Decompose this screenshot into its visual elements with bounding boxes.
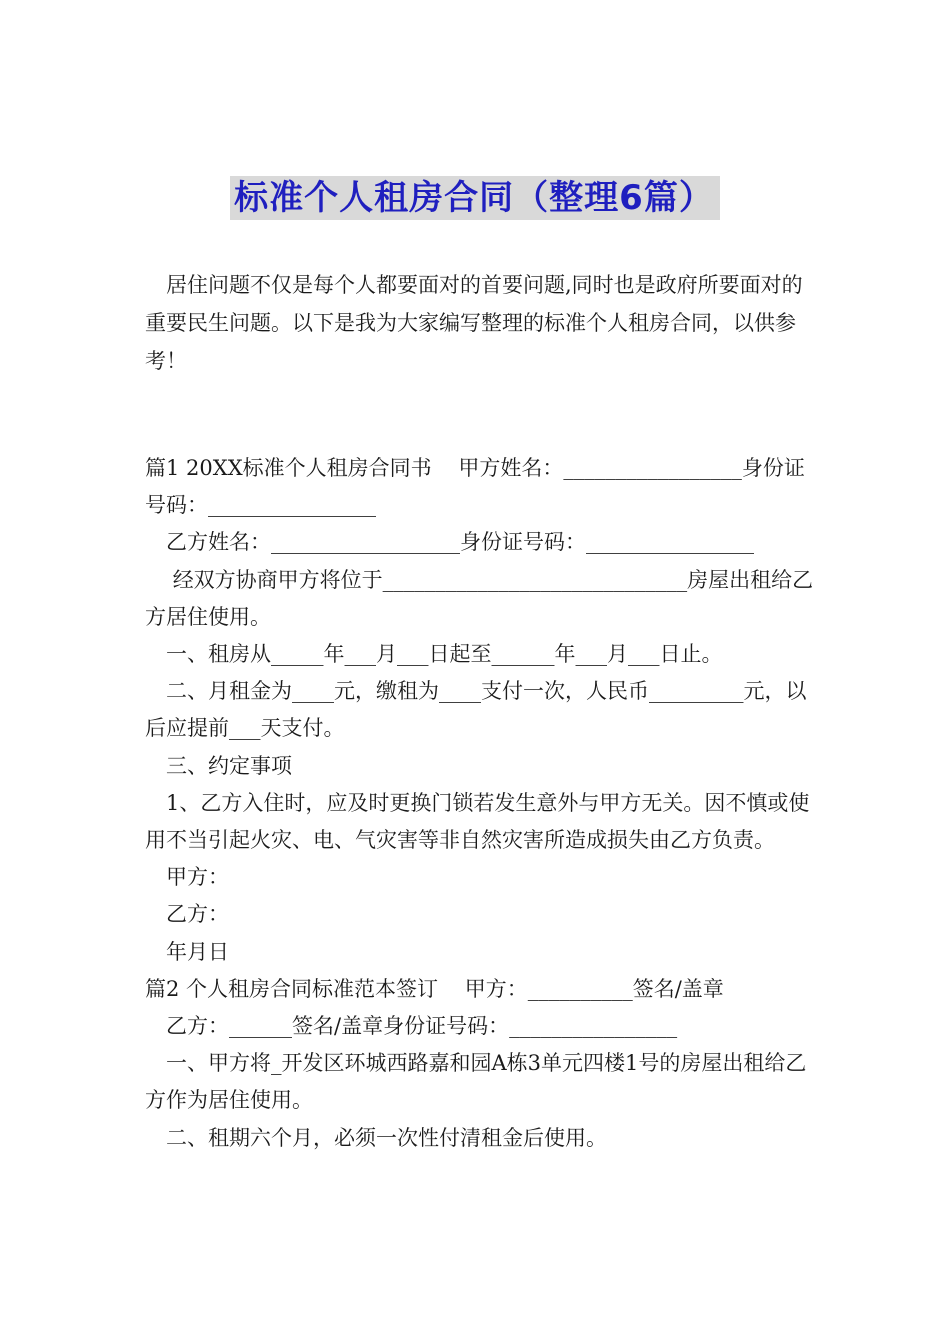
paragraph-party-b-sign: 乙方：	[166, 902, 229, 927]
paragraph-rent: 二、月租金为____元，缴租为____支付一次，人民币_________元，以后应提前___天支付。	[145, 679, 807, 741]
paragraph-term: 一、租房从_____年___月___日起至______年___月___日止。	[166, 642, 723, 667]
paragraph-party-a-sign: 甲方：	[166, 865, 229, 890]
paragraph-agreement: 经双方协商甲方将位于_____________________________房屋出租给乙方居住使用。	[145, 567, 814, 629]
paragraph-section1-header: 篇1 20XX标准个人租房合同书 甲方姓名：_________________身份证号码：________________	[145, 456, 805, 518]
title-container	[0, 176, 950, 220]
contract-body	[145, 450, 815, 1157]
document-title: 标准个人租房合同（整理6篇）	[230, 176, 720, 220]
paragraph-section2-party-b: 乙方：______签名/盖章身份证号码：________________	[166, 1014, 678, 1039]
paragraph-terms-heading: 三、约定事项	[166, 753, 292, 778]
paragraph-section2-header: 篇2 个人租房合同标准范本签订 甲方：__________签名/盖章	[145, 976, 724, 1001]
intro-paragraph: 居住问题不仅是每个人都要面对的首要问题,同时也是政府所要面对的重要民生问题。以下是我为大家编写整理的标准个人租房合同，以供参考！	[145, 273, 803, 373]
paragraph-party-b-name: 乙方姓名：__________________身份证号码：________________	[166, 530, 754, 555]
paragraph-section2-item-2: 二、租期六个月，必须一次性付清租金后使用。	[166, 1125, 607, 1150]
paragraph-section2-item-1: 一、甲方将_开发区环城西路嘉和园A栋3单元四楼1号的房屋出租给乙方作为居住使用。	[145, 1051, 807, 1113]
paragraph-term-1: 1、乙方入住时，应及时更换门锁若发生意外与甲方无关。因不慎或使用不当引起火灾、电、气灾害等非自然灾害所造成损失由乙方负责。	[145, 790, 810, 853]
paragraph-date: 年月日	[166, 939, 229, 964]
